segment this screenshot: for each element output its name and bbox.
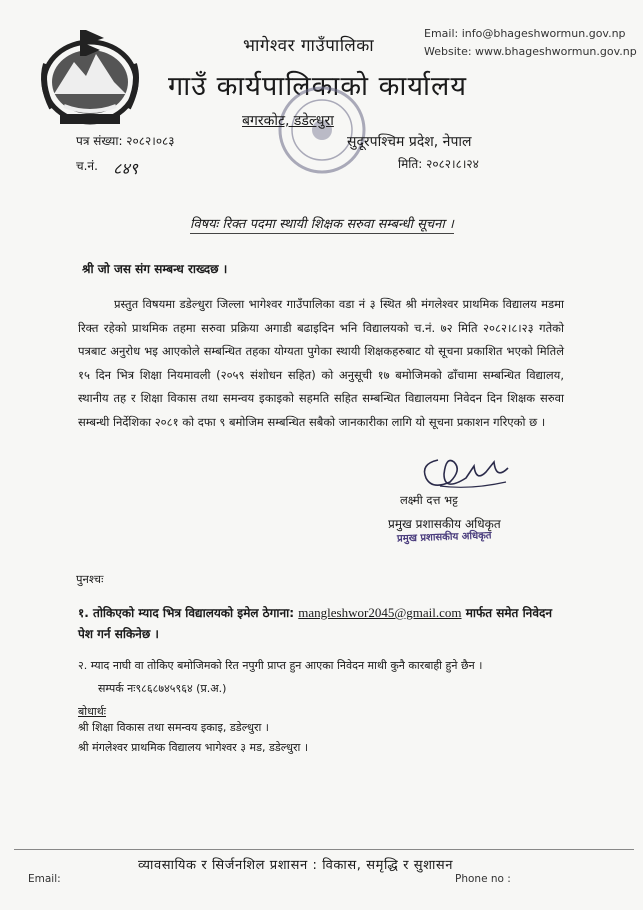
letter-date: मिति: २०८२।८।२४ [398, 157, 479, 171]
header-email: Email: info@bhageshwormun.gov.np [424, 27, 626, 40]
letter-number: पत्र संख्या: २०८२।०८३ [76, 134, 175, 148]
footer-phone-label: Phone no : [455, 873, 511, 885]
postscript-item-1 [78, 602, 558, 645]
signatory-stamp: प्रमुख प्रशासकीय अधिकृत [396, 530, 492, 545]
salutation: श्री जो जस संग सम्बन्ध राख्दछ । [82, 262, 228, 276]
footer-motto: व्यावसायिक र सिर्जनशिल प्रशासन : विकास, समृद्धि र सुशासन [138, 858, 454, 873]
postscript-item-2: २. म्याद नाघी वा तोकिए बमोजिमको रित नपुगी प्राप्त हुन आएका निवेदन माथी कुनै कारबाही हुने छैन । [78, 659, 483, 672]
cc-item: श्री शिक्षा विकास तथा समन्वय इकाइ, डडेल्धुरा । [78, 721, 269, 734]
postscript-item-1-prefix: १. तोकिएको म्याद भित्र विद्यालयको इमेल ठेगाना: [78, 606, 295, 620]
dispatch-label: च.नं. [76, 159, 98, 173]
dispatch-number: ८४९ [113, 159, 138, 178]
municipality-name: भागेश्वर गाउँपालिका [243, 36, 375, 56]
postscript-item-1-suffix: मार्फत समेत निवेदन पेश गर्न सकिनेछ । [78, 606, 553, 641]
office-location: बगरकोट, डडेल्धुरा [242, 113, 334, 129]
letter-body [78, 293, 564, 434]
office-title: गाउँ कार्यपालिकाको कार्यालय [168, 71, 467, 102]
province-name: सुदूरपश्चिम प्रदेश, नेपाल [347, 134, 472, 150]
nepal-emblem-icon [34, 24, 146, 128]
letter-subject: विषयः रिक्त पदमा स्थायी शिक्षक सरुवा सम्बन्धी सूचना । [190, 214, 454, 234]
signatory-title: प्रमुख प्रशासकीय अधिकृत [388, 517, 501, 531]
footer-divider [14, 849, 634, 850]
postscript-label: पुनश्चः [76, 572, 104, 586]
cc-label: बोधार्थः [78, 705, 106, 718]
footer-email-label: Email: [28, 873, 61, 885]
school-email-link[interactable]: mangleshwor2045@gmail.com [298, 605, 462, 620]
header-website: Website: www.bhageshwormun.gov.np [424, 45, 637, 58]
contact-number: सम्पर्क नः९८६८७४५९६४ (प्र.अ.) [98, 682, 227, 695]
body-paragraph: प्रस्तुत विषयमा डडेल्धुरा जिल्ला भागेश्वर गाउँपालिका वडा नं ३ स्थित श्री मंगलेश्वर प्राथमिक विद्यालय मडमा रिक्त रहेको प्राथमिक तहमा सरुवा प्रक्रिया अगाडी बढाइदिन भनि विद्यालयको च.नं. ७२ मिति २०८२।८।२३ गतेको पत्रबाट अनुरोध भइ आएकोले सम्बन्धित तहका योग्यता पुगेका स्थायी शिक्षकहरुबाट यो सूचना प्रकाशित भएको मितिले १५ दिन भित्र शिक्षा नियमावली (२०५९ संशोधन सहित) को अनुसूची १७ बमोजिमको ढाँचामा सम्बन्धित विद्यालय, स्थानीय तह र शिक्षा विकास तथा समन्वय इकाइको सहमति सहित सम्बन्धित विद्यालयमा निवेदन दिन शिक्षक सरुवा सम्बन्धी निर्देशिका २०८१ को दफा ९ बमोजिम सम्बन्धित सबैको जानकारीका लागि यो सूचना प्रकाशन गरिएको छ । [78, 297, 564, 429]
signatory-name: लक्ष्मी दत्त भट्ट [400, 493, 458, 507]
cc-item: श्री मंगलेश्वर प्राथमिक विद्यालय भागेश्वर ३ मड, डडेल्धुरा । [78, 741, 309, 754]
office-seal-icon [276, 84, 368, 176]
